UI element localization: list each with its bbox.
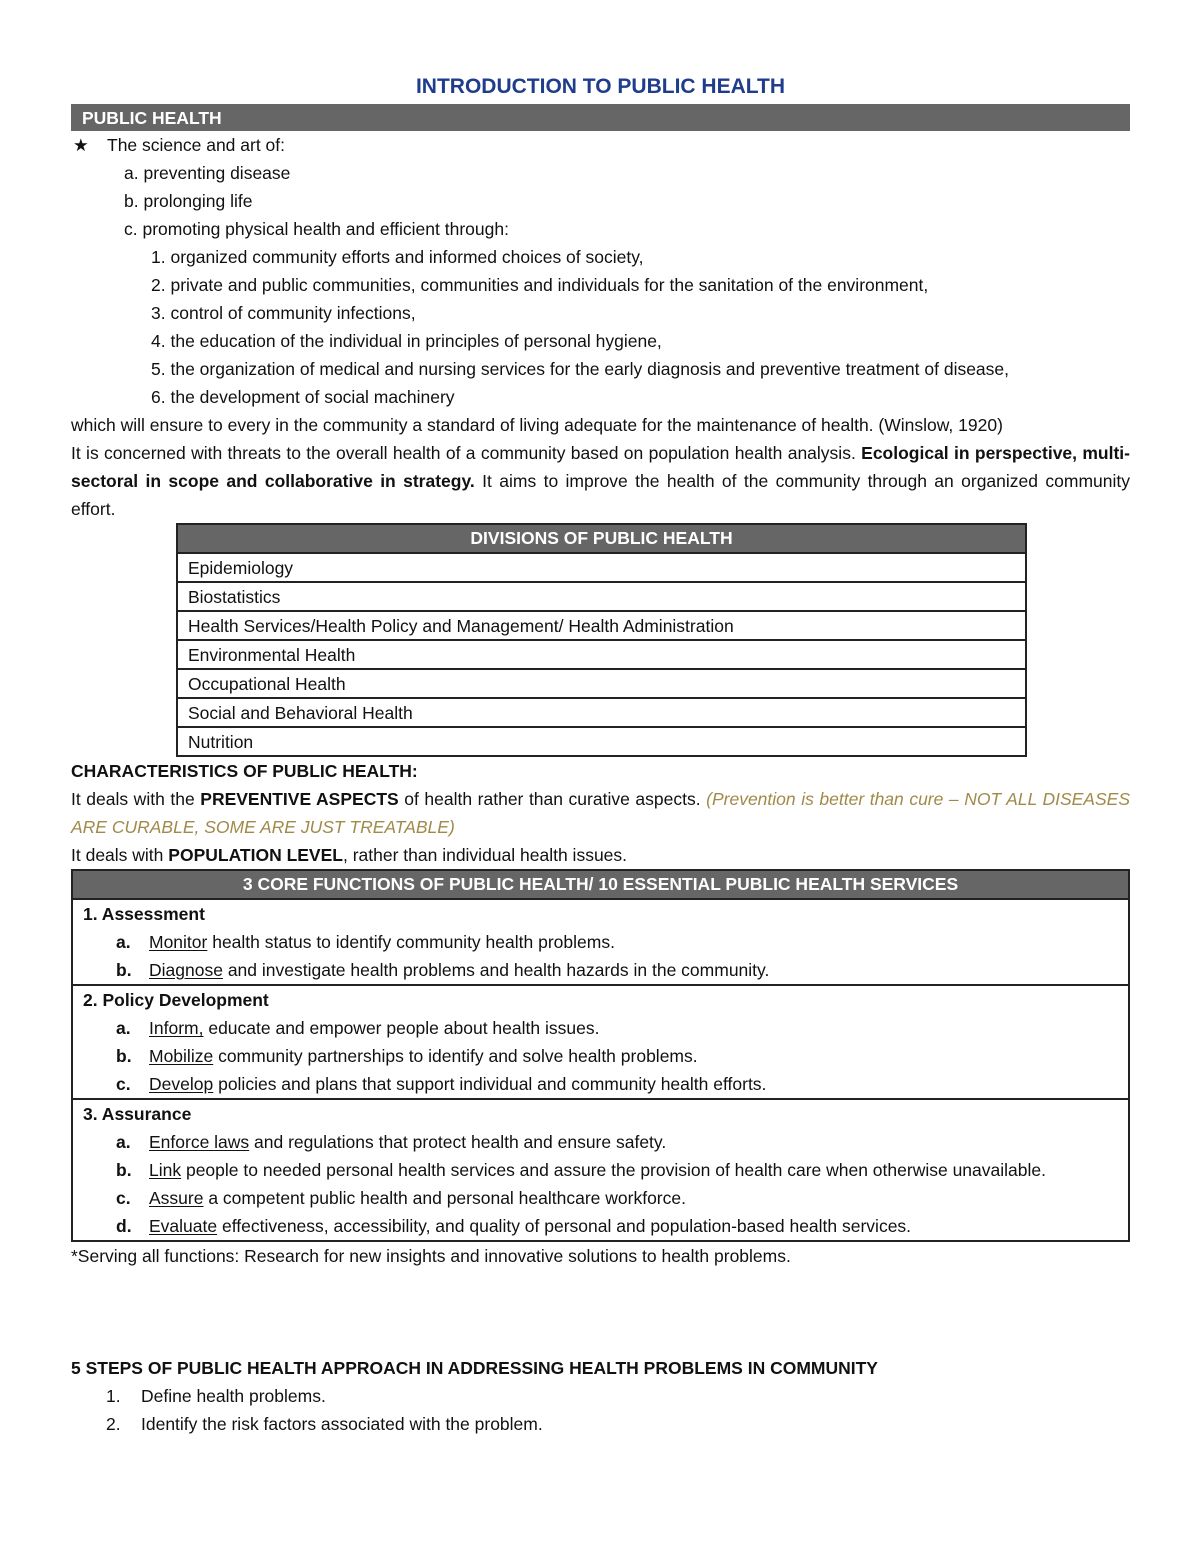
concern-paragraph: It is concerned with threats to the overall health of a community based on population health analysis. Ecological in perspective, multi-sectoral in scope and collaborative in strategy. It aims to improve the health of the community through an organized community effort.	[71, 443, 1130, 519]
core-group-title: 1. Assessment	[83, 904, 205, 924]
list-item: b. Mobilize community partnerships to identify and solve health problems.	[116, 1046, 698, 1066]
core-group-title: 2. Policy Development	[83, 990, 269, 1010]
sub-list-item: 2. private and public communities, communities and individuals for the sanitation of the environment,	[151, 275, 929, 295]
characteristic-preventive: It deals with the PREVENTIVE ASPECTS of health rather than curative aspects. (Prevention is better than cure – NOT ALL DISEASES ARE CURABLE, SOME ARE JUST TREATABLE)	[71, 789, 1130, 837]
sub-list-item: 6. the development of social machinery	[151, 387, 455, 407]
list-item: c. Develop policies and plans that support individual and community health efforts.	[116, 1074, 767, 1094]
table-row: Social and Behavioral Health	[178, 699, 1025, 728]
list-item: b. Diagnose and investigate health problems and health hazards in the community.	[116, 960, 770, 980]
core-group-assessment	[73, 900, 1128, 986]
table-row: Epidemiology	[178, 554, 1025, 583]
list-item: a. Monitor health status to identify community health problems.	[116, 932, 615, 952]
sub-list-item: 1. organized community efforts and informed choices of society,	[151, 247, 644, 267]
divisions-table	[176, 523, 1027, 757]
core-group-assurance	[73, 1100, 1128, 1240]
table-row: Occupational Health	[178, 670, 1025, 699]
sub-list-item: 5. the organization of medical and nursing services for the early diagnosis and preventive treatment of disease,	[151, 359, 1010, 379]
document-page	[71, 72, 1130, 1438]
table-row: Environmental Health	[178, 641, 1025, 670]
sub-list-item: 4. the education of the individual in principles of personal hygiene,	[151, 331, 662, 351]
core-group-title: 3. Assurance	[83, 1104, 192, 1124]
page-title: INTRODUCTION TO PUBLIC HEALTH	[415, 75, 786, 98]
star-bullet-icon: ★	[73, 135, 89, 155]
definition-lead-text: The science and art of:	[107, 135, 286, 155]
definition-lead	[71, 131, 1130, 159]
core-group-policy	[73, 986, 1128, 1100]
steps-heading: 5 STEPS OF PUBLIC HEALTH APPROACH IN ADDRESSING HEALTH PROBLEMS IN COMMUNITY	[71, 1358, 878, 1378]
list-item: d. Evaluate effectiveness, accessibility, and quality of personal and population-based health services.	[116, 1216, 912, 1236]
steps-list	[71, 1382, 1130, 1438]
list-item: b. prolonging life	[124, 191, 253, 211]
sub-list-item: 3. control of community infections,	[151, 303, 416, 323]
characteristics-heading: CHARACTERISTICS OF PUBLIC HEALTH:	[71, 761, 418, 781]
prevention-note: (Prevention is better than cure – NOT ALL DISEASES ARE CURABLE, SOME ARE JUST TREATABLE)	[71, 789, 1130, 837]
core-functions-header: 3 CORE FUNCTIONS OF PUBLIC HEALTH/ 10 ESSENTIAL PUBLIC HEALTH SERVICES	[73, 871, 1128, 900]
table-row: Health Services/Health Policy and Management/ Health Administration	[178, 612, 1025, 641]
spacer	[71, 1270, 1130, 1354]
divisions-table-header: DIVISIONS OF PUBLIC HEALTH	[178, 525, 1025, 554]
list-item: a. Enforce laws and regulations that protect health and ensure safety.	[116, 1132, 667, 1152]
list-item: 1. Define health problems.	[106, 1386, 326, 1406]
table-row: Nutrition	[188, 732, 254, 752]
list-item: a. Inform, educate and empower people about health issues.	[116, 1018, 600, 1038]
characteristic-population: It deals with POPULATION LEVEL, rather than individual health issues.	[71, 845, 628, 865]
list-item: 2. Identify the risk factors associated with the problem.	[106, 1414, 543, 1434]
serving-note: *Serving all functions: Research for new insights and innovative solutions to health problems.	[71, 1246, 791, 1266]
list-item: c. Assure a competent public health and personal healthcare workforce.	[116, 1188, 686, 1208]
core-functions-table	[71, 869, 1130, 1242]
definition-closing: which will ensure to every in the community a standard of living adequate for the maintenance of health. (Winslow, 1920)	[71, 415, 1003, 435]
list-item: a. preventing disease	[124, 163, 291, 183]
table-row: Biostatistics	[178, 583, 1025, 612]
section-header-public-health: PUBLIC HEALTH	[71, 104, 1130, 131]
list-item: b. Link people to needed personal health services and assure the provision of health care when otherwise unavailable.	[116, 1160, 1046, 1180]
list-item: c. promoting physical health and efficient through:	[124, 219, 509, 239]
